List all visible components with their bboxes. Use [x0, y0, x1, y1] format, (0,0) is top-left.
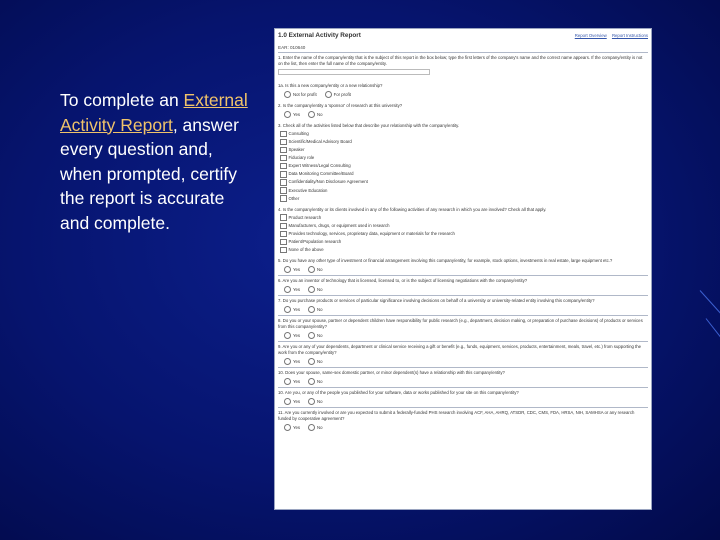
question-5: [278, 258, 648, 273]
report-header: [278, 32, 648, 44]
checkbox-row: [280, 214, 648, 221]
radio-no[interactable]: [308, 358, 315, 365]
checkbox-row: [280, 179, 648, 186]
report-instructions-link[interactable]: Report Instructions: [611, 33, 648, 38]
answer-label: Yes: [293, 111, 301, 117]
answer-label: Not for profit: [293, 91, 317, 97]
question-7: [278, 298, 648, 313]
radio-yes[interactable]: [284, 266, 291, 273]
caption-after: , answer every question and, when prompted, certify the report is accurate and complete.: [60, 114, 239, 233]
report-overview-link[interactable]: Report Overview: [574, 33, 607, 38]
question-text: 1. Enter the name of the company/entity that is the subject of this report in the box below; type the first letters of the company's name and the correct name appears. If the company/entity is not on the list, then enter the full name of the company/entity.: [278, 55, 643, 66]
question-text: 5. Do you have any other type of investment or financial arrangement involving this company/entity, for example, stock options, investments in real estate, large equipment etc.?: [278, 258, 613, 264]
radio-yes[interactable]: [284, 424, 291, 431]
divider: [278, 387, 648, 388]
checkbox-label: Patient/Population research: [288, 238, 342, 244]
q4-options: [278, 214, 648, 253]
radio-no[interactable]: [308, 398, 315, 405]
answer-label: Yes: [293, 266, 301, 272]
checkbox-label: Scientific/Medical Advisory Board: [288, 138, 352, 144]
answer-label: For profit: [333, 91, 351, 97]
checkbox-row: [280, 223, 648, 230]
radio-no[interactable]: [308, 266, 315, 273]
radio-yes[interactable]: [284, 378, 291, 385]
checkbox[interactable]: [280, 187, 287, 194]
answer-group: [284, 332, 648, 339]
question-text: 3. Check all of the activities listed below that describe your relationship with the company/entity.: [278, 123, 460, 128]
answer-label: Yes: [293, 286, 301, 292]
answer-label: No: [317, 306, 323, 312]
divider: [278, 315, 648, 316]
question-text: 9. Are you or any of your dependents, department or clinical service receiving a gift or benefit (e.g., funds, equipment, services, products, entertainment, meals, travel, etc.) from supporting the work from the company/entity?: [278, 344, 642, 356]
report-screenshot: [274, 28, 652, 510]
question-8: [278, 318, 648, 339]
company-entity-input[interactable]: [278, 69, 430, 75]
checkbox[interactable]: [280, 231, 287, 238]
question-text: 11. Are you currently involved or are you expected to submit a federally-funded PHS research involving ACF, AHA, AHRQ, ATSDR, CDC, CMS, FDA, HRSA, NIH, SAMHSA or any research funded by cooperative agreement?: [278, 410, 635, 422]
report-links: [571, 33, 648, 38]
answer-group: [284, 266, 648, 273]
checkbox-label: Provides technology, services, proprietary data, equipment or materials for the research: [288, 230, 455, 236]
question-text: 10. Are you, or any of the people you published for your software, data or works published for your site on this company/entity?: [278, 390, 519, 396]
question-text: 10. Does your spouse, same-sex domestic partner, or minor dependent(s) have a relationship with this company/entity?: [278, 370, 505, 376]
divider: [278, 295, 648, 296]
answer-group: [284, 111, 648, 118]
divider: [278, 275, 648, 276]
question-6: [278, 278, 648, 293]
decorative-stripe: [700, 290, 720, 316]
checkbox-row: [280, 131, 648, 138]
checkbox-label: None of the above: [288, 247, 324, 253]
question-text: 2. Is the company/entity a 'sponsor' of research at this university?: [278, 103, 403, 108]
answer-label: Yes: [293, 332, 301, 338]
checkbox-row: [280, 195, 648, 202]
answer-group: [284, 398, 648, 405]
answer-group: [284, 378, 648, 385]
radio-no[interactable]: [308, 306, 315, 313]
radio-yes[interactable]: [284, 286, 291, 293]
checkbox-row: [280, 155, 648, 162]
radio-no[interactable]: [308, 378, 315, 385]
answer-label: Yes: [293, 358, 301, 364]
answer-label: No: [317, 286, 323, 292]
checkbox-label: Other: [288, 195, 300, 201]
radio-yes[interactable]: [284, 306, 291, 313]
checkbox[interactable]: [280, 147, 287, 154]
divider: [278, 52, 648, 53]
question-10b: [278, 390, 648, 405]
question-text: 1a. Is this a new company/entity or a new relationship?: [278, 83, 383, 88]
checkbox-label: Confidentiality/Non Disclosure Agreement: [288, 179, 368, 185]
answer-label: No: [317, 332, 323, 338]
checkbox-label: Product research: [288, 214, 322, 220]
external-activity-report-link[interactable]: External Activity Report: [60, 90, 248, 135]
checkbox-label: Expert Witness/Legal Consulting: [288, 163, 351, 169]
checkbox-row: [280, 247, 648, 254]
question-text: 7. Do you purchase products or services of particular significance involving decisions on behalf of a university or university-related entity involving this company/entity?: [278, 298, 595, 304]
question-9: [278, 344, 648, 365]
checkbox-label: Consulting: [288, 130, 309, 136]
checkbox-label: Fiduciary role: [288, 155, 315, 161]
checkbox[interactable]: [280, 195, 287, 202]
checkbox-row: [280, 231, 648, 238]
answer-group: [284, 91, 648, 98]
checkbox[interactable]: [280, 163, 287, 170]
answer-label: No: [317, 358, 323, 364]
checkbox-label: Executive Education: [288, 187, 328, 193]
checkbox-row: [280, 171, 648, 178]
answer-label: No: [317, 378, 323, 384]
answer-group: [284, 306, 648, 313]
question-text: 8. Do you or your spouse, partner or dependent children have responsibility for public research (e.g., department, decision making, or preparation of purchase decisions) of products or services from this company/entity?: [278, 318, 643, 330]
answer-label: No: [317, 266, 323, 272]
checkbox[interactable]: [280, 155, 287, 162]
radio-no[interactable]: [308, 286, 315, 293]
answer-label: Yes: [293, 424, 301, 430]
radio-yes[interactable]: [284, 111, 291, 118]
checkbox[interactable]: [280, 247, 287, 254]
question-11: [278, 410, 648, 431]
question-3: [278, 123, 648, 202]
answer-label: No: [317, 398, 323, 404]
caption-text: [60, 88, 250, 235]
radio-no[interactable]: [308, 424, 315, 431]
radio-yes[interactable]: [284, 358, 291, 365]
checkbox-row: [280, 187, 648, 194]
question-2: [278, 103, 648, 118]
question-1: [278, 55, 648, 75]
answer-label: No: [317, 111, 323, 117]
answer-group: [284, 358, 648, 365]
report-title: 1.0 External Activity Report: [278, 32, 361, 39]
answer-label: Yes: [293, 378, 301, 384]
checkbox-label: Data Monitoring Committee/Board: [288, 171, 354, 177]
radio-yes[interactable]: [284, 332, 291, 339]
question-1a: [278, 83, 648, 98]
checkbox[interactable]: [280, 171, 287, 178]
question-10: [278, 370, 648, 385]
divider: [278, 407, 648, 408]
question-4: [278, 207, 648, 253]
divider: [278, 341, 648, 342]
caption-before: To complete an: [60, 90, 184, 110]
answer-label: No: [317, 424, 323, 430]
checkbox[interactable]: [280, 139, 287, 146]
report-id: EAR: 010640: [278, 45, 306, 50]
checkbox-row: [280, 239, 648, 246]
answer-label: Yes: [293, 398, 301, 404]
checkbox-row: [280, 139, 648, 146]
answer-label: Yes: [293, 306, 301, 312]
checkbox-row: [280, 163, 648, 170]
checkbox[interactable]: [280, 131, 287, 138]
radio-not-for-profit[interactable]: [284, 91, 291, 98]
answer-group: [284, 286, 648, 293]
checkbox-row: [280, 147, 648, 154]
radio-no[interactable]: [308, 111, 315, 118]
divider: [278, 367, 648, 368]
question-text: 4. Is the company/entity or its clients involved in any of the following activities of any research in which you are involved? Check all that apply.: [278, 206, 547, 212]
checkbox-label: Speaker: [288, 147, 305, 153]
decorative-stripe: [706, 318, 720, 339]
radio-no[interactable]: [308, 332, 315, 339]
checkbox[interactable]: [280, 214, 287, 221]
answer-group: [284, 424, 648, 431]
question-text: 6. Are you an inventor of technology that is licensed, licensed to, or is the subject of licensing negotiations with the company/entity?: [278, 278, 528, 284]
checkbox[interactable]: [280, 239, 287, 246]
checkbox-label: Manufacturers, drugs, or equipment used in research: [288, 222, 390, 228]
q3-options: [278, 131, 648, 202]
checkbox[interactable]: [280, 179, 287, 186]
checkbox[interactable]: [280, 223, 287, 230]
radio-for-profit[interactable]: [325, 91, 332, 98]
radio-yes[interactable]: [284, 398, 291, 405]
